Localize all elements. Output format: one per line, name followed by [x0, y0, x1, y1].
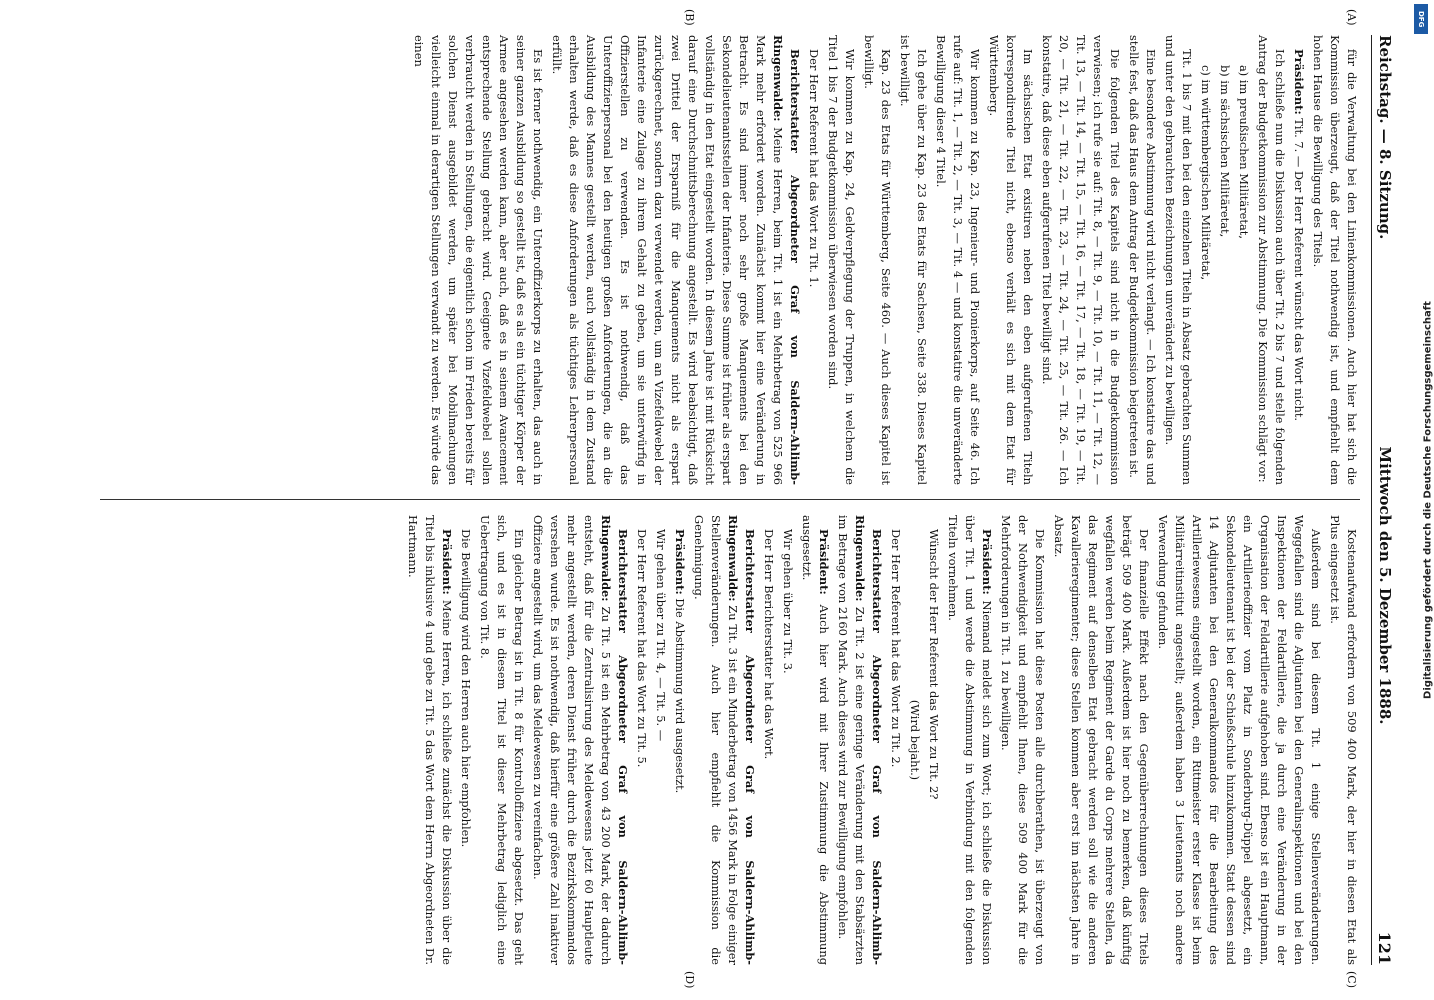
header-left-title: Reichstag. — 8. Sitzung.: [1376, 35, 1394, 240]
paragraph: Es ist ferner nothwendig, ein Unteroffizierkorps zu erhalten, das auch in seiner ganzen Ausbildung so gestellt ist, daß es als ein tüchtiger Körper der Armee angesehen werden kann, aber auch, daß es in seinem Avancement entsprechende Stellung gebracht wird. Geeignete Vizefeldwebel sollen verbraucht werden in Stellungen, die eigentlich schon im Frieden bereits für solchen Dienst ausgebildet werden, um später bei Mobilmachungen vielleicht einmal in derartigen Stellungen verwandt zu werden. Es würde das einen: [412, 35, 545, 485]
paragraph: Wünscht der Herr Referent das Wort zu Tit. 2?: [927, 529, 941, 800]
speaker-label: Präsident:: [440, 529, 454, 595]
paragraph: Wir kommen zu Kap. 23, Ingenieur- und Pionierkorps, auf Seite 46. Ich rufe auf: Tit. 1, — Tit. 2, — Tit. 3, — Tit. 4 — und konstatire die unveränderte Bewilligung dieser 4 Titel.: [934, 35, 982, 485]
paragraph: Wir gehen über zu Tit. 3.: [781, 529, 795, 674]
speaker-label: Präsident:: [673, 529, 687, 595]
speaker-label: Berichterstatter Abgeordneter Graf von Saldern-Ahlimb-Ringenwalde:: [771, 35, 802, 485]
speech-text: Niemand meldet sich zum Wort; ich schließe die Diskussion über Tit. 1 und werde die Abstimmung in Verbindung mit den folgenden Titeln vornehmen.: [946, 515, 994, 965]
paragraph: Der finanzielle Effekt nach den Gegenüberrechnungen dieses Titels beträgt 509 400 Mark. Außerdem ist hier noch zu bemerken, daß künftig wegfallen werden beim Regiment der Garde du Corps mehrere Stellen, da das Regiment auf denselben Etat gebracht werden soll wie die anderen Kavallerieregimenter; diese Stellen kommen aber erst im nächsten Jahre in Absatz.: [1052, 515, 1151, 965]
paragraph: Der Herr Referent hat das Wort zu Tit. 5.: [635, 529, 649, 768]
margin-mark-d: (D): [683, 971, 696, 989]
list-item: a) im preußischen Militäretat,: [1237, 65, 1251, 239]
paragraph: Kap. 23 des Etats für Württemberg, Seite 460. — Auch dieses Kapitel ist bewilligt.: [862, 35, 893, 485]
paragraph: Im sächsischen Etat existiren neben den eben aufgerufenen Titeln korrespondirende Titel nicht, ebenso verhält es sich mit dem Etat für Württemberg.: [987, 35, 1035, 485]
margin-mark-b: (B): [683, 9, 696, 26]
speaker-label: Präsident:: [1292, 49, 1306, 115]
paragraph: [690, 515, 758, 965]
column-divider: [100, 499, 1360, 500]
paragraph-note: (Wird bejaht.): [908, 699, 922, 781]
speech-text: Meine Herren, ich schließe zunächst die Diskussion über die Titel bis inklusive 4 und gebe zu Tit. 5 das Wort dem Herrn Abgeordneten Dr. Hartmann.: [406, 515, 454, 965]
paragraph: Außerdem sind bei diesem Tit. 1 einige Stellenveränderungen. Weggefallen sind die Adjutanten bei den Generalinspektionen und bei den Inspektionen der Feldartillerie, die ja durch eine Veränderung in der Organisation der Feldartillerie aufgehoben sind. Ebenso ist ein Hauptmann, ein Artillerieoffizier vom Platz in Sonderburg-Düppel abgesetzt, ein Sekondelieutenant ist bei der Schießschule hinzukommen. Statt dessen sind 14 Adjutanten bei den Generalkommandos für die Bearbeitung des Artilleriewesens eingestellt worden, ein Rittmeister erster Klasse ist beim Militärreitinstitut angestellt; außerdem haben 3 Lieutenants noch andere Verwendung gefunden.: [1156, 515, 1323, 965]
header-center-title: Mittwoch den 5. Dezember 1888.: [1376, 446, 1394, 725]
speech-text: Die Abstimmung wird ausgesetzt.: [673, 594, 687, 794]
speech-text: Auch hier wird mit Ihrer Zustimmung die Abstimmung ausgesetzt.: [800, 515, 831, 965]
dfg-sidebar: [1412, 0, 1432, 1000]
paragraph: [798, 515, 832, 965]
paragraph: [834, 515, 885, 965]
speaker-label: Präsident:: [817, 529, 831, 595]
paragraph: Wir gehen über zu Tit. 4, — Tit. 5. —: [654, 529, 668, 742]
dfg-notice: Digitalisierung gefördert durch die Deutsche Forschungsgemeinschaft: [1422, 301, 1434, 699]
right-column: [402, 515, 1360, 965]
paragraph: [1290, 35, 1307, 485]
dfg-logo: DFG: [1414, 4, 1428, 34]
speech-text: Zu Tit. 5 ist ein Mehrbetrag von 43 200 Mark, der dadurch entsteht, daß für die Zentralisirung des Meldewesens jetzt 60 Hauptleute mehr angestellt werden, deren Dienst früher durch die Bezirkskommandos versehen wurde. Es ist nothwendig, daß hierfür eine größere Zahl inaktiver Offiziere angestellt wird, um das Meldewesen zu vereinfachen.: [531, 515, 613, 965]
paragraph: Der Herr Referent hat das Wort zu Tit. 1.: [807, 49, 821, 288]
paragraph: Der Herr Berichterstatter hat das Wort.: [762, 529, 776, 760]
left-column: [408, 35, 1360, 485]
paragraph: für die Verwaltung bei den Linienkommissionen. Auch hier hat sich die Kommission überzeugt, daß der Titel nothwendig ist, und empfiehlt dem hohen Hause die Bewilligung des Titels.: [1311, 35, 1359, 485]
speaker-label: Präsident:: [980, 529, 994, 595]
paragraph: Tit. 1 bis 7 mit den bei den einzelnen Titeln in Absatz gebrachten Summen und unter den gebrauchten Bezeichnungen unverändert zu bewilligen.: [1163, 35, 1194, 485]
speaker-label: Berichterstatter Abgeordneter Graf von Saldern-Ahlimb-Ringenwalde:: [599, 515, 630, 965]
rotated-page-content: [16, 5, 1416, 995]
speaker-label: Berichterstatter Abgeordneter Graf von Saldern-Ahlimb-Ringenwalde:: [726, 515, 757, 965]
paragraph: Die folgenden Titel des Kapitels sind nicht in die Budgetkommission verwiesen; ich rufe sie auf: Tit. 8, — Tit. 9, — Tit. 10, — Tit. 11, — Tit. 12, — Tit. 13, — Tit. 14, — Tit. 15, — Tit. 16, — Tit. 17, — Tit. 18, — Tit. 19, — Tit. 20, — Tit. 21, — Tit. 22, — Tit. 23, — Tit. 24, — Tit. 25, — Tit. 26. — Ich konstatire, daß diese eben aufgerufenen Titel bewilligt sind.: [1040, 35, 1122, 485]
paragraph: Wir kommen zu Kap. 24, Geldverpflegung der Truppen, in welchem die Titel 1 bis 7 der Budgetkommission überwiesen worden sind.: [826, 35, 857, 485]
paragraph: Ein gleicher Betrag ist in Tit. 8 für Kontrolloffiziere abgesetzt. Das geht sich, und es ist in diesem Titel ist dieser Mehrbetrag lediglich eine Uebertragung von Tit. 8.: [478, 515, 526, 965]
paragraph: Der Herr Referent hat das Wort zu Tit. 2.: [889, 529, 903, 768]
list-item: c) im württembergischen Militäretat,: [1199, 65, 1213, 281]
paragraph: Die Bewilligung wird den Herren auch hier empfohlen.: [459, 529, 473, 848]
paragraph: [671, 515, 688, 965]
paragraph: Die Kommission hat diese Posten alle durchberathen, ist überzeugt von der Nothwendigkeit und empfiehlt Ihnen, diese 509 400 Mark für die Mehrforderungen in Tit. 1 zu bewilligen.: [999, 515, 1047, 965]
speech-text: Zu Tit. 2 ist eine geringe Veränderung mit den Stabsärzten im Betrage von 2160 Mark. Auch dieses wird zur Bewilligung empfohlen.: [836, 515, 867, 965]
speech-text: Zu Tit. 3 ist ein Minderbetrag von 1456 Mark in Folge einiger Stellenveränderungen. Auch hier empfiehlt die Kommission die Genehmigung.: [692, 515, 740, 965]
paragraph: Eine besondere Abstimmung wird nicht verlangt. — Ich konstatire das und stelle fest, daß das Haus dem Antrag der Budgetkommission beigetreten ist.: [1127, 35, 1158, 485]
margin-mark-c: (C): [1345, 971, 1358, 988]
list-item: b) im sächsischen Militäretat,: [1218, 65, 1232, 238]
margin-mark-a: (A): [1345, 9, 1358, 26]
paragraph: [404, 515, 455, 965]
speech-text: Tit. 7. — Der Herr Referent wünscht das Wort nicht.: [1292, 114, 1306, 422]
speech-text: Meine Herren, beim Tit. 1 ist ein Mehrbetrag von 525 966 Mark mehr erfordert worden. Zunächst kommt hier eine Veränderung in Betracht. Es sind immer noch sehr große Manquements bei den Sekondelieutenantsstellen der Infanterie. Diese Summe ist früher als erspart vollständig in den Etat eingestellt worden. In diesem Jahre ist mit Rücksicht darauf eine Durchschnittsberechnung angestellt. Es wird beabsichtigt, daß zwei Drittel der Ersparniß für die Manquements nicht als erspart zurückgerechnet, sondern dazu verwendet werden, um an Vizefeldwebel der Infanterie eine Zulage zu ihrem Gehalt zu geben, um sie unterwürfig in Offizierstellen zu verwenden. Es ist nothwendig, daß das Unteroffizierpersonal bei den heutigen großen Anforderungen, die an die Ausbildung des Mannes gestellt werden, auch vollständig in dem Zustand erhalten werde, daß es diese Anforderungen als tüchtiges Lehrerpersonal erfüllt.: [550, 35, 785, 485]
speaker-label: Berichterstatter Abgeordneter Graf von Saldern-Ahlimb-Ringenwalde:: [853, 515, 884, 965]
paragraph: [548, 35, 803, 485]
paragraph: Kostenaufwand erfordern von 509 400 Mark, der hier in diesen Etat als Plus eingesetzt ist.: [1328, 515, 1359, 965]
page-header: [1371, 35, 1398, 965]
paragraph: Ich schließe nun die Diskussion auch über Tit. 2 bis 7 und stelle folgenden Antrag der Budgetkommission zur Abstimmung. Die Kommission schlägt vor:: [1256, 35, 1287, 485]
paragraph: [529, 515, 631, 965]
page-inner: [16, 5, 1416, 995]
paragraph: Ich gehe über zu Kap. 23 des Etats für Sachsen, Seite 338. Dieses Kapitel ist bewilligt.: [898, 35, 929, 485]
paragraph: [944, 515, 995, 965]
page-number: 121: [1375, 931, 1395, 965]
